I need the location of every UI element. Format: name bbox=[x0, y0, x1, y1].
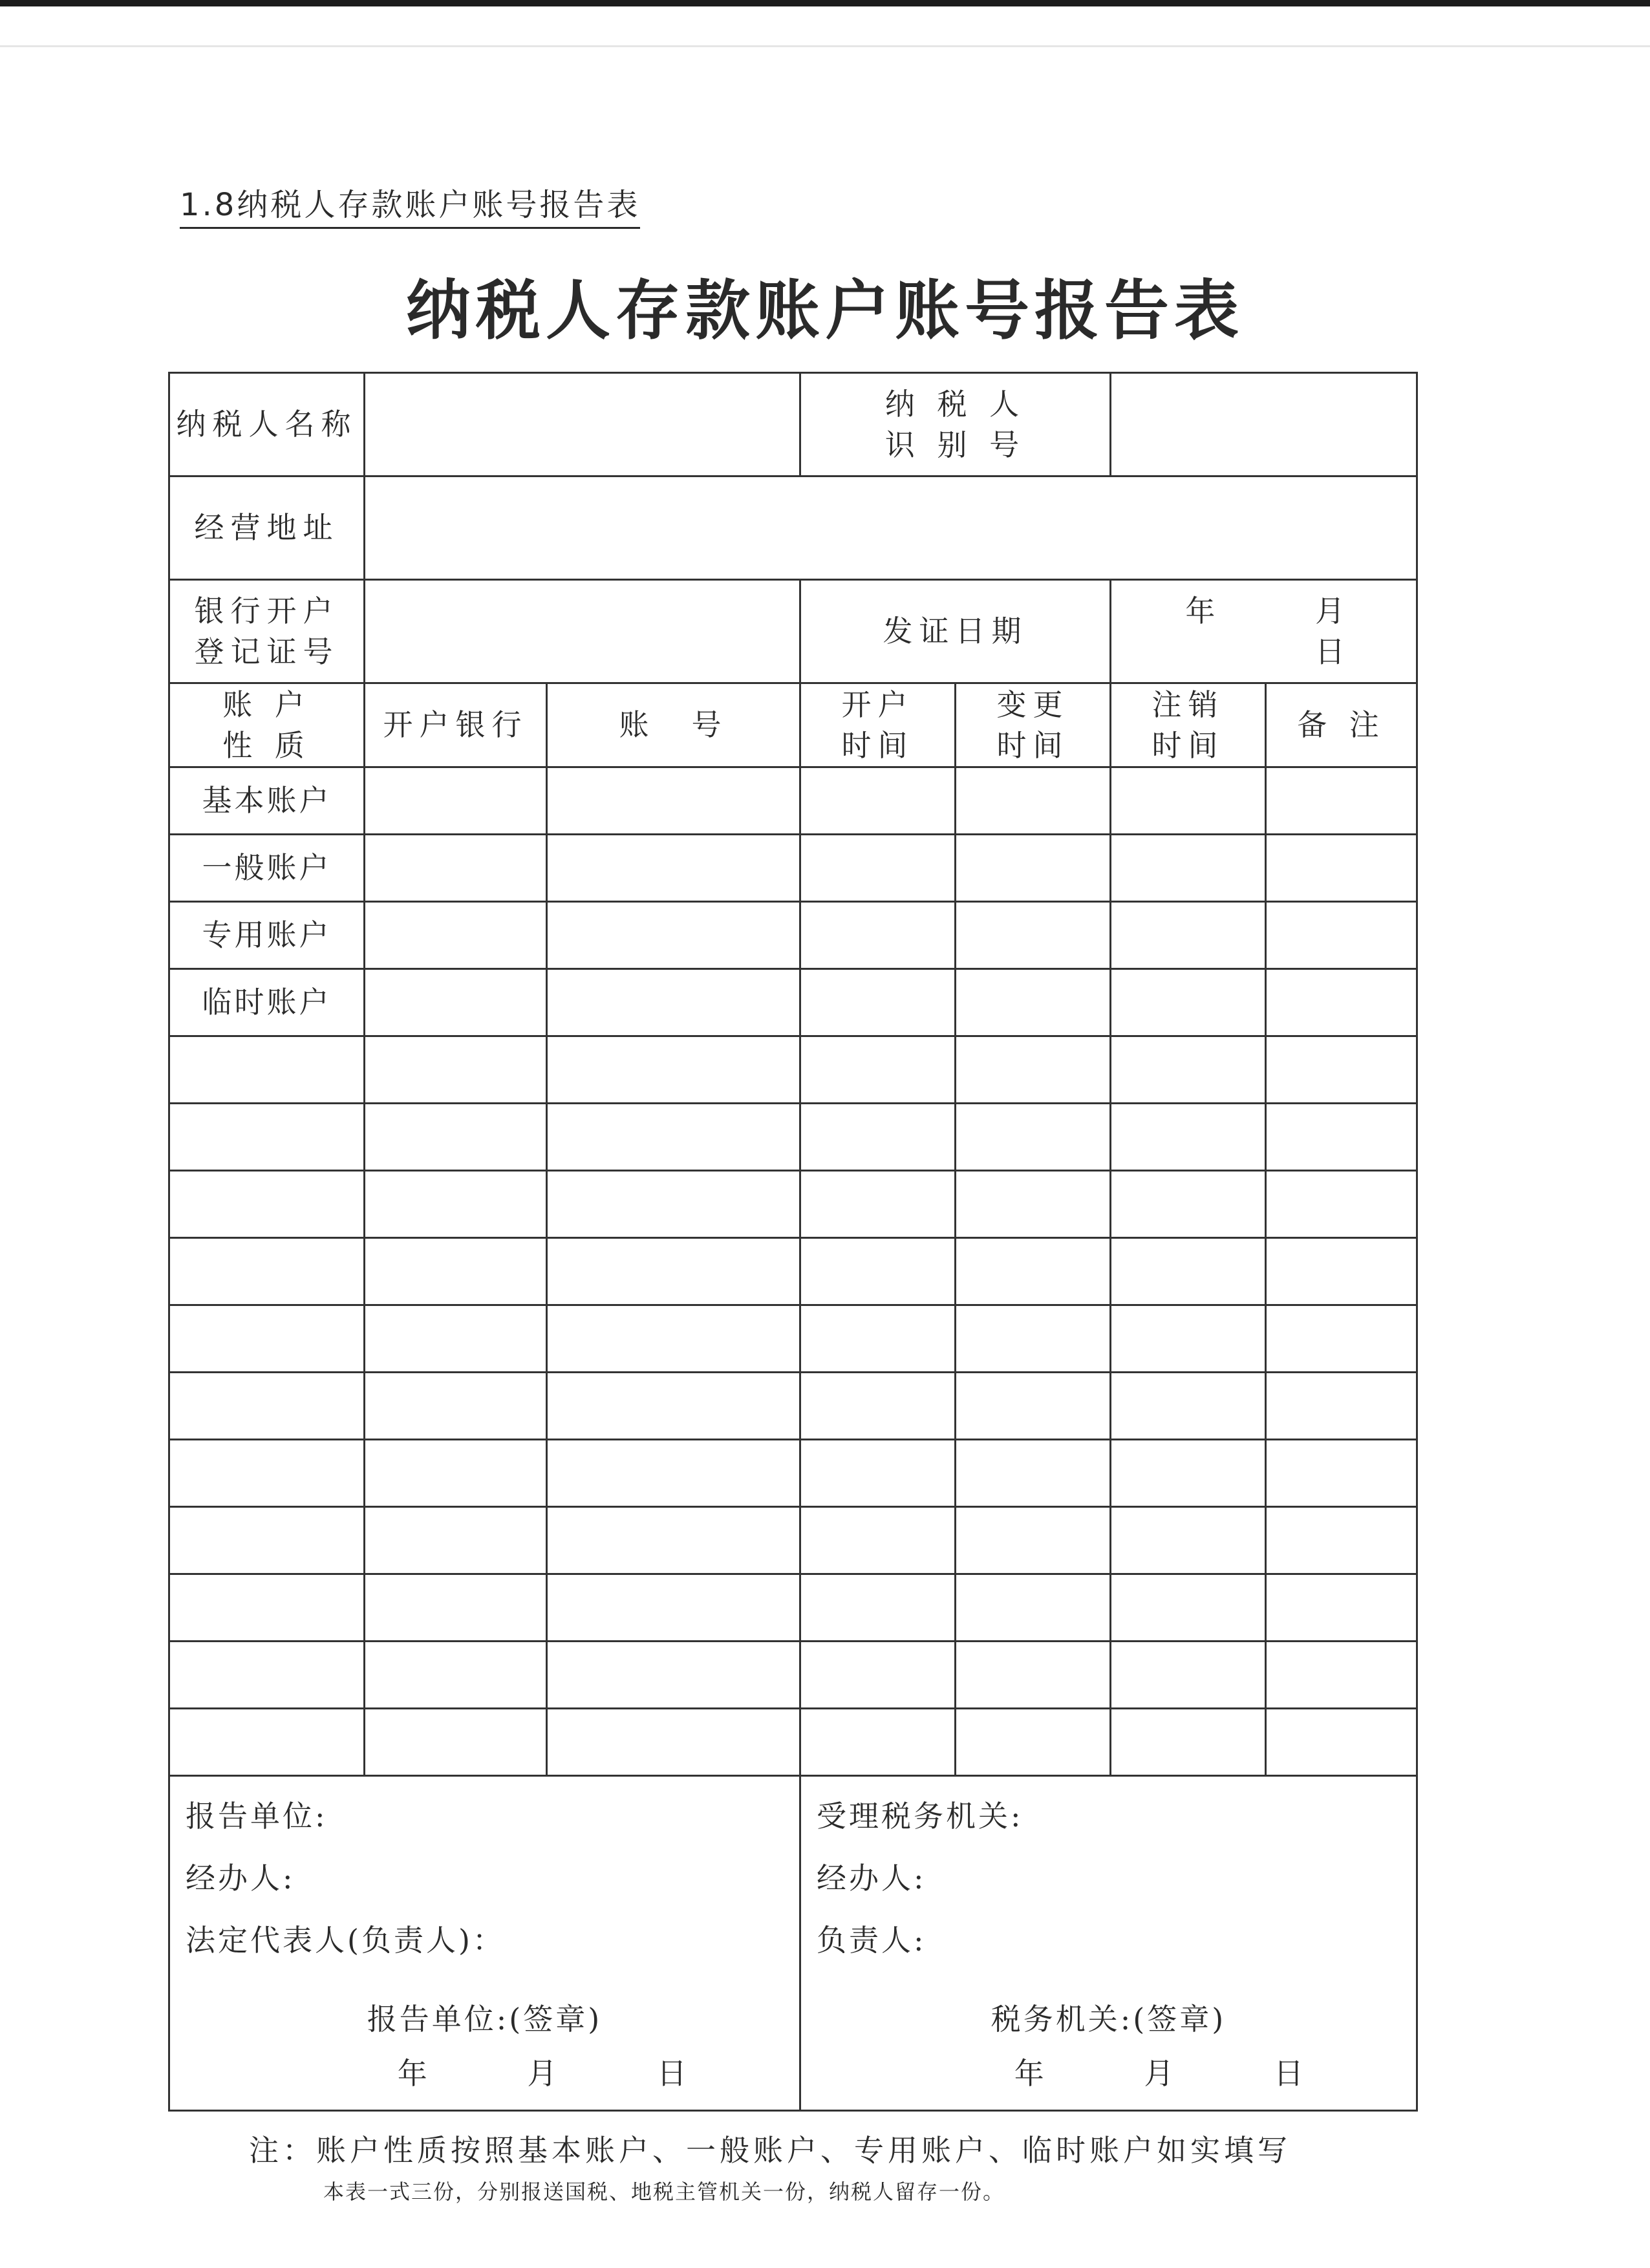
account-type-cell: 基本账户 bbox=[169, 767, 365, 835]
account-data-cell[interactable] bbox=[1111, 767, 1266, 835]
reporting-unit-label: 报告单位: bbox=[186, 1799, 328, 1834]
account-data-cell[interactable] bbox=[547, 835, 800, 902]
reporting-unit-stamp-label: 报告单位:(签章) bbox=[367, 2002, 603, 2037]
account-data-cell[interactable] bbox=[547, 1507, 800, 1574]
account-data-cell[interactable] bbox=[365, 1709, 547, 1776]
account-data-cell[interactable] bbox=[956, 1104, 1111, 1171]
account-data-cell[interactable] bbox=[365, 1238, 547, 1305]
account-data-cell[interactable] bbox=[956, 835, 1111, 902]
account-data-cell[interactable] bbox=[547, 902, 800, 969]
account-type-cell bbox=[169, 1642, 365, 1709]
taxpayer-id-label: 纳 税 人 识 别 号 bbox=[800, 373, 1111, 476]
account-data-cell[interactable] bbox=[365, 767, 547, 835]
account-data-cell[interactable] bbox=[956, 1440, 1111, 1507]
note-line-1: 注：账户性质按照基本账户、一般账户、专用账户、临时账户如实填写 bbox=[249, 2133, 1291, 2168]
account-data-cell[interactable] bbox=[800, 1238, 956, 1305]
account-data-cell[interactable] bbox=[956, 1171, 1111, 1238]
account-data-cell[interactable] bbox=[956, 1373, 1111, 1440]
account-type-cell bbox=[169, 1036, 365, 1104]
account-data-cell[interactable] bbox=[1111, 1507, 1266, 1574]
account-data-cell[interactable] bbox=[365, 969, 547, 1036]
account-data-cell[interactable] bbox=[956, 1709, 1111, 1776]
account-data-cell[interactable] bbox=[956, 1507, 1111, 1574]
taxpayer-name-field[interactable] bbox=[365, 373, 800, 476]
account-data-cell[interactable] bbox=[547, 1709, 800, 1776]
account-type-cell bbox=[169, 1709, 365, 1776]
account-data-cell[interactable] bbox=[547, 1574, 800, 1642]
account-data-cell[interactable] bbox=[1111, 1574, 1266, 1642]
account-data-cell[interactable] bbox=[800, 1709, 956, 1776]
account-data-cell[interactable] bbox=[365, 1373, 547, 1440]
account-data-cell[interactable] bbox=[365, 1104, 547, 1171]
account-data-cell[interactable] bbox=[956, 902, 1111, 969]
reporting-unit-block bbox=[169, 1776, 800, 2111]
account-type-cell bbox=[169, 1104, 365, 1171]
account-data-cell[interactable] bbox=[547, 1305, 800, 1373]
account-data-cell[interactable] bbox=[800, 1305, 956, 1373]
legal-representative-label: 法定代表人(负责人)： bbox=[186, 1923, 505, 1958]
taxpayer-id-field[interactable] bbox=[1111, 373, 1417, 476]
account-data-cell[interactable] bbox=[1111, 902, 1266, 969]
account-data-cell[interactable] bbox=[800, 1104, 956, 1171]
account-row bbox=[169, 1373, 1417, 1440]
form-title: 纳税人存款账户账号报告表 bbox=[406, 272, 1244, 348]
account-row bbox=[169, 1171, 1417, 1238]
account-data-cell[interactable] bbox=[1266, 1440, 1417, 1507]
account-data-cell[interactable] bbox=[1111, 1036, 1266, 1104]
account-data-cell[interactable] bbox=[800, 1642, 956, 1709]
account-data-cell[interactable] bbox=[1111, 1373, 1266, 1440]
col-header-close-date: 注销 时间 bbox=[1111, 683, 1266, 767]
tax-authority-label: 受理税务机关: bbox=[817, 1799, 1023, 1834]
col-header-remarks: 备 注 bbox=[1266, 683, 1417, 767]
account-data-cell[interactable] bbox=[365, 1305, 547, 1373]
account-data-cell[interactable] bbox=[956, 1036, 1111, 1104]
report-form-table bbox=[168, 372, 1418, 2112]
account-data-cell[interactable] bbox=[1266, 1574, 1417, 1642]
account-data-cell[interactable] bbox=[956, 767, 1111, 835]
col-header-account-type: 账 户 性 质 bbox=[169, 683, 365, 767]
tax-handler-label: 经办人: bbox=[817, 1861, 927, 1896]
account-data-cell[interactable] bbox=[1266, 1171, 1417, 1238]
issue-date-field[interactable]: 年 月 日 bbox=[1111, 580, 1417, 683]
account-row bbox=[169, 1642, 1417, 1709]
col-header-bank: 开户银行 bbox=[365, 683, 547, 767]
column-header-row bbox=[169, 683, 1417, 767]
account-data-cell[interactable] bbox=[800, 835, 956, 902]
account-data-cell[interactable] bbox=[1111, 1305, 1266, 1373]
tax-responsible-label: 负责人: bbox=[817, 1923, 927, 1958]
account-data-cell[interactable] bbox=[547, 1036, 800, 1104]
bank-registration-field[interactable] bbox=[365, 580, 800, 683]
signature-row bbox=[169, 1776, 1417, 2111]
issue-date-label: 发证日期 bbox=[800, 580, 1111, 683]
account-data-cell[interactable] bbox=[547, 767, 800, 835]
account-type-cell bbox=[169, 1171, 365, 1238]
account-row bbox=[169, 1238, 1417, 1305]
account-data-cell[interactable] bbox=[1111, 1171, 1266, 1238]
account-data-cell[interactable] bbox=[1111, 835, 1266, 902]
account-data-cell[interactable] bbox=[1266, 1642, 1417, 1709]
account-data-cell[interactable] bbox=[1266, 767, 1417, 835]
bank-registration-label: 银行开户 登记证号 bbox=[169, 580, 365, 683]
account-data-cell[interactable] bbox=[800, 1373, 956, 1440]
account-type-cell bbox=[169, 1305, 365, 1373]
account-data-cell[interactable] bbox=[1266, 1373, 1417, 1440]
account-data-cell[interactable] bbox=[956, 1574, 1111, 1642]
account-data-cell[interactable] bbox=[365, 1440, 547, 1507]
taxpayer-name-label: 纳税人名称 bbox=[169, 373, 365, 476]
account-data-cell[interactable] bbox=[365, 1171, 547, 1238]
account-data-cell[interactable] bbox=[956, 969, 1111, 1036]
address-field[interactable] bbox=[365, 476, 1417, 580]
account-row bbox=[169, 969, 1417, 1036]
account-data-cell[interactable] bbox=[365, 1642, 547, 1709]
account-data-cell[interactable] bbox=[1266, 1507, 1417, 1574]
account-data-cell[interactable] bbox=[1111, 1709, 1266, 1776]
address-label: 经营地址 bbox=[169, 476, 365, 580]
account-type-cell: 一般账户 bbox=[169, 835, 365, 902]
account-type-cell bbox=[169, 1507, 365, 1574]
account-type-cell bbox=[169, 1238, 365, 1305]
tax-authority-block bbox=[800, 1776, 1417, 2111]
account-row bbox=[169, 1709, 1417, 1776]
account-type-cell: 临时账户 bbox=[169, 969, 365, 1036]
account-data-cell[interactable] bbox=[1266, 1238, 1417, 1305]
account-row bbox=[169, 902, 1417, 969]
account-data-cell[interactable] bbox=[800, 1574, 956, 1642]
account-data-cell[interactable] bbox=[547, 1104, 800, 1171]
scan-top-edge bbox=[0, 0, 1650, 6]
account-data-cell[interactable] bbox=[365, 1036, 547, 1104]
scan-fold-line bbox=[0, 45, 1650, 47]
account-data-cell[interactable] bbox=[800, 1171, 956, 1238]
tax-authority-stamp-label: 税务机关:(签章) bbox=[991, 2002, 1227, 2037]
account-data-cell[interactable] bbox=[365, 835, 547, 902]
account-data-cell[interactable] bbox=[1266, 1305, 1417, 1373]
account-data-cell[interactable] bbox=[1266, 969, 1417, 1036]
account-data-cell[interactable] bbox=[547, 1642, 800, 1709]
account-data-cell[interactable] bbox=[365, 902, 547, 969]
col-header-open-date: 开户 时间 bbox=[800, 683, 956, 767]
account-data-cell[interactable] bbox=[547, 1238, 800, 1305]
account-row bbox=[169, 835, 1417, 902]
account-data-cell[interactable] bbox=[800, 902, 956, 969]
account-data-cell[interactable] bbox=[956, 1305, 1111, 1373]
account-data-cell[interactable] bbox=[800, 1036, 956, 1104]
account-data-cell[interactable] bbox=[547, 1440, 800, 1507]
account-data-cell[interactable] bbox=[800, 1440, 956, 1507]
account-type-cell bbox=[169, 1373, 365, 1440]
account-row bbox=[169, 1507, 1417, 1574]
tax-authority-date[interactable]: 年 月 日 bbox=[1014, 2056, 1349, 2091]
account-data-cell[interactable] bbox=[1266, 1036, 1417, 1104]
col-header-account-number: 账 号 bbox=[547, 683, 800, 767]
account-type-cell: 专用账户 bbox=[169, 902, 365, 969]
account-data-cell[interactable] bbox=[1111, 1104, 1266, 1171]
note-line-2: 本表一式三份，分别报送国税、地税主管机关一份，纳税人留存一份。 bbox=[323, 2179, 1005, 2204]
account-row bbox=[169, 1036, 1417, 1104]
account-type-cell bbox=[169, 1440, 365, 1507]
account-data-cell[interactable] bbox=[365, 1507, 547, 1574]
account-row bbox=[169, 1305, 1417, 1373]
account-data-cell[interactable] bbox=[1111, 1440, 1266, 1507]
account-row bbox=[169, 1104, 1417, 1171]
account-data-cell[interactable] bbox=[1266, 835, 1417, 902]
account-data-cell[interactable] bbox=[1111, 1642, 1266, 1709]
account-data-cell[interactable] bbox=[800, 969, 956, 1036]
col-header-change-date: 变更 时间 bbox=[956, 683, 1111, 767]
account-type-cell bbox=[169, 1574, 365, 1642]
account-row bbox=[169, 1440, 1417, 1507]
account-data-cell[interactable] bbox=[1266, 1104, 1417, 1171]
account-data-cell[interactable] bbox=[956, 1238, 1111, 1305]
reporting-date[interactable]: 年 月 日 bbox=[397, 2056, 732, 2091]
section-heading: 1.8纳税人存款账户账号报告表 bbox=[180, 180, 640, 229]
account-data-cell[interactable] bbox=[1111, 1238, 1266, 1305]
account-row bbox=[169, 1574, 1417, 1642]
account-data-cell[interactable] bbox=[365, 1574, 547, 1642]
account-data-cell[interactable] bbox=[800, 767, 956, 835]
account-data-cell[interactable] bbox=[547, 1373, 800, 1440]
account-data-cell[interactable] bbox=[1266, 1709, 1417, 1776]
reporting-handler-label: 经办人: bbox=[186, 1861, 295, 1896]
account-data-cell[interactable] bbox=[547, 969, 800, 1036]
account-data-cell[interactable] bbox=[800, 1507, 956, 1574]
account-data-cell[interactable] bbox=[547, 1171, 800, 1238]
account-data-cell[interactable] bbox=[956, 1642, 1111, 1709]
account-data-cell[interactable] bbox=[1111, 969, 1266, 1036]
account-data-cell[interactable] bbox=[1266, 902, 1417, 969]
account-row bbox=[169, 767, 1417, 835]
